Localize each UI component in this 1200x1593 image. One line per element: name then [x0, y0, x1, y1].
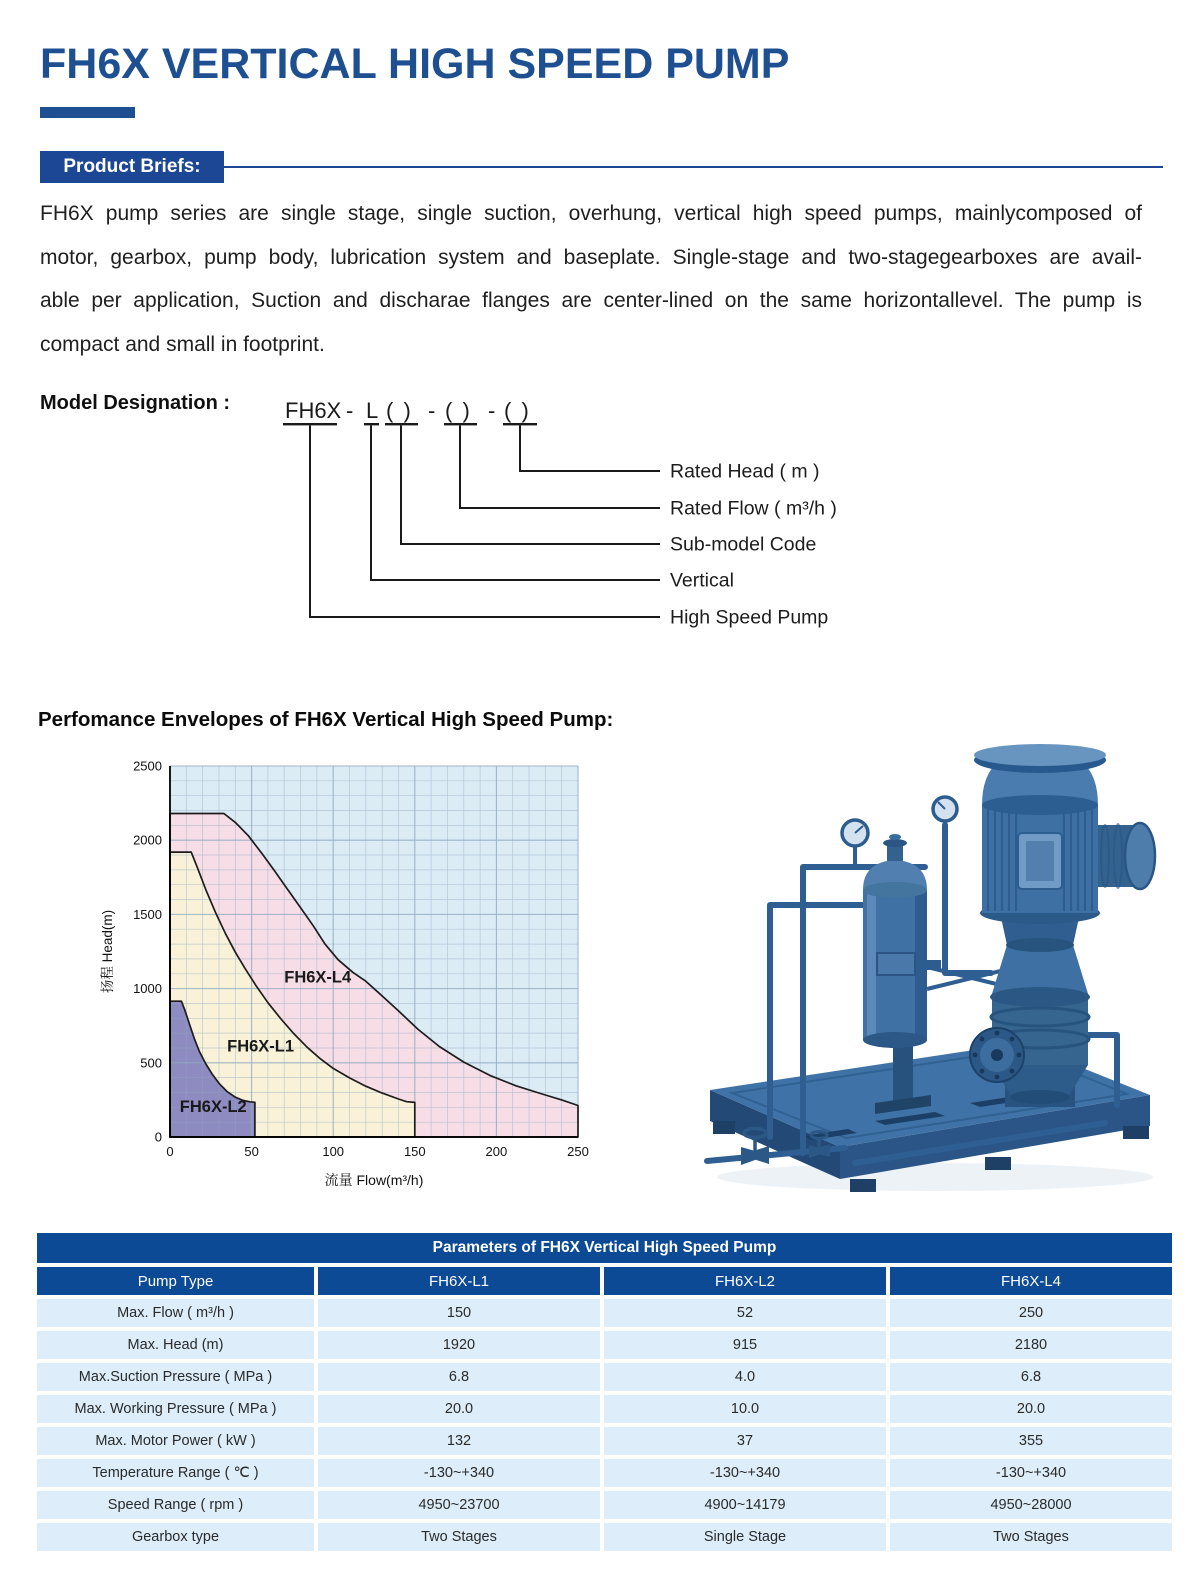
- y-axis-title: 扬程 Head(m): [100, 909, 115, 994]
- row-label: Max.Suction Pressure ( MPa ): [37, 1363, 314, 1391]
- model-code-vertical: L: [366, 398, 379, 423]
- row-label: Max. Head (m): [37, 1331, 314, 1359]
- table-cell: Single Stage: [604, 1523, 886, 1551]
- model-code-blank: ( ): [445, 398, 472, 423]
- row-label: Max. Flow ( m³/h ): [37, 1299, 314, 1327]
- product-briefs-label: Product Briefs:: [40, 151, 224, 183]
- table-cell: 150: [318, 1299, 600, 1327]
- x-tick-label: 200: [485, 1144, 508, 1159]
- pump-shadow: [717, 1163, 1153, 1191]
- model-code-dash: -: [488, 398, 496, 423]
- callout-submodel-code: Sub-model Code: [670, 533, 817, 556]
- table-cell: 6.8: [890, 1363, 1172, 1391]
- table-cell: 10.0: [604, 1395, 886, 1423]
- paragraph-line: FH6X pump series are single stage, single suction, overhung, vertical high speed pumps, mainlycomposed of: [40, 202, 1142, 225]
- row-label: Gearbox type: [37, 1523, 314, 1551]
- table-cell: 1920: [318, 1331, 600, 1359]
- pump-motor-assembly: [970, 744, 1155, 1107]
- region-label-FH6X-L2: FH6X-L2: [179, 1097, 247, 1116]
- column-header: FH6X-L4: [890, 1267, 1172, 1295]
- x-tick-label: 100: [322, 1144, 345, 1159]
- pump-illustration: [685, 705, 1175, 1205]
- table-cell: -130~+340: [318, 1459, 600, 1487]
- callout-connector-lines: [310, 426, 660, 618]
- title-accent-bar: [40, 107, 135, 118]
- paragraph-line: able per application, Suction and discharae flanges are center-lined on the same horizontallevel. The pump is: [40, 289, 1142, 312]
- table-cell: 4.0: [604, 1363, 886, 1391]
- x-tick-label: 150: [403, 1144, 426, 1159]
- model-code-blank: ( ): [504, 398, 531, 423]
- model-designation-diagram: [270, 383, 910, 643]
- row-label: Max. Motor Power ( kW ): [37, 1427, 314, 1455]
- column-header: FH6X-L2: [604, 1267, 886, 1295]
- page-title: FH6X VERTICAL HIGH SPEED PUMP: [40, 40, 790, 88]
- table-cell: -130~+340: [890, 1459, 1172, 1487]
- y-tick-label: 1000: [133, 981, 162, 997]
- paragraph-line: motor, gearbox, pump body, lubrication system and baseplate. Single-stage and two-stagegearboxes are avail-: [40, 245, 1142, 269]
- model-designation-heading: Model Designation :: [40, 392, 230, 414]
- callout-high-speed-pump: High Speed Pump: [670, 606, 829, 629]
- x-tick-label: 250: [567, 1144, 589, 1159]
- table-cell: 4900~14179: [604, 1491, 886, 1519]
- model-code-underlines: [283, 423, 537, 425]
- y-tick-label: 2000: [133, 832, 162, 848]
- table-cell: 4950~23700: [318, 1491, 600, 1519]
- performance-envelope-chart: [95, 745, 600, 1210]
- table-cell: 20.0: [318, 1395, 600, 1423]
- region-label-FH6X-L1: FH6X-L1: [227, 1037, 295, 1056]
- model-code-dash: -: [346, 398, 354, 423]
- table-title: Parameters of FH6X Vertical High Speed Pump: [37, 1233, 1172, 1263]
- table-cell: -130~+340: [604, 1459, 886, 1487]
- x-tick-label: 0: [166, 1144, 174, 1159]
- y-tick-label: 2500: [133, 758, 162, 774]
- y-tick-label: 0: [154, 1129, 162, 1145]
- performance-envelopes-heading: Perfomance Envelopes of FH6X Vertical High Speed Pump:: [38, 708, 614, 731]
- callout-vertical: Vertical: [670, 569, 734, 592]
- model-code-dash: -: [428, 398, 436, 423]
- table-cell: Two Stages: [890, 1523, 1172, 1551]
- model-code-family: FH6X: [285, 398, 342, 423]
- callout-rated-head: Rated Head ( m ): [670, 460, 820, 483]
- table-cell: 52: [604, 1299, 886, 1327]
- x-tick-label: 50: [244, 1144, 259, 1159]
- model-code-blank: ( ): [386, 398, 413, 423]
- table-cell: 6.8: [318, 1363, 600, 1391]
- y-tick-label: 1500: [133, 906, 162, 922]
- row-label: Speed Range ( rpm ): [37, 1491, 314, 1519]
- table-cell: 20.0: [890, 1395, 1172, 1423]
- table-cell: 915: [604, 1331, 886, 1359]
- region-label-FH6X-L4: FH6X-L4: [284, 968, 352, 987]
- product-briefs-rule: [224, 166, 1163, 168]
- paragraph-line: compact and small in footprint.: [40, 332, 325, 356]
- row-label: Max. Working Pressure ( MPa ): [37, 1395, 314, 1423]
- table-cell: 250: [890, 1299, 1172, 1327]
- y-tick-label: 500: [140, 1055, 162, 1071]
- row-label: Temperature Range ( ℃ ): [37, 1459, 314, 1487]
- callout-rated-flow: Rated Flow ( m³/h ): [670, 497, 837, 520]
- table-cell: 132: [318, 1427, 600, 1455]
- column-header: FH6X-L1: [318, 1267, 600, 1295]
- table-cell: 355: [890, 1427, 1172, 1455]
- product-briefs-paragraph: [40, 192, 1142, 366]
- column-header: Pump Type: [37, 1267, 314, 1295]
- table-cell: 4950~28000: [890, 1491, 1172, 1519]
- table-cell: 2180: [890, 1331, 1172, 1359]
- parameters-table: [37, 1233, 1172, 1551]
- table-cell: 37: [604, 1427, 886, 1455]
- table-cell: Two Stages: [318, 1523, 600, 1551]
- x-axis-title: 流量 Flow(m³/h): [324, 1172, 424, 1188]
